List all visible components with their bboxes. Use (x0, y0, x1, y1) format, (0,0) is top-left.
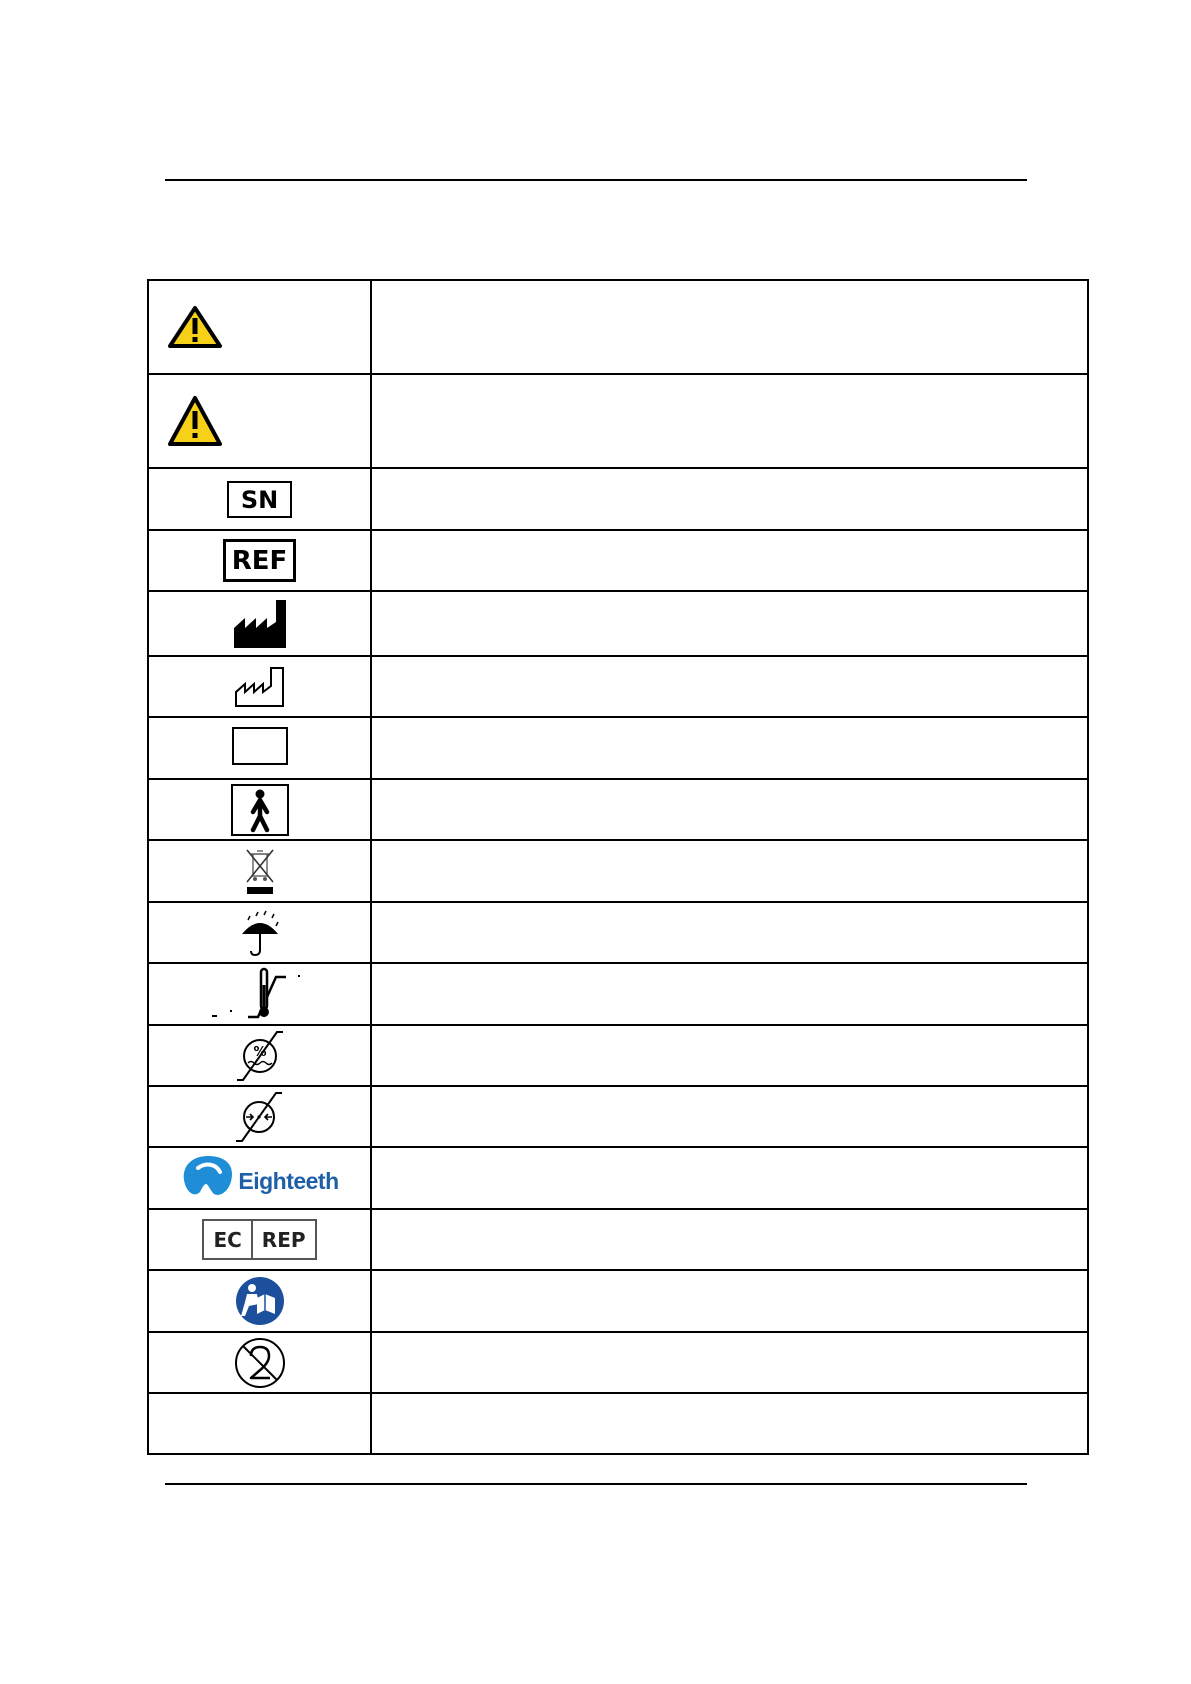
description-cell (371, 591, 1088, 656)
date-of-manufacture-icon (234, 666, 286, 708)
symbol-cell (148, 374, 371, 468)
warning-triangle-icon (167, 395, 223, 447)
serial-number-icon: SN (227, 481, 292, 518)
description-cell (371, 374, 1088, 468)
description-cell (371, 902, 1088, 963)
symbol-cell (148, 779, 371, 840)
svg-text:%: % (252, 1044, 267, 1060)
temperature-limit-icon (210, 965, 310, 1023)
table-row (148, 1209, 1088, 1270)
eighteeth-logo (180, 1154, 338, 1198)
warning-triangle-icon (167, 305, 223, 349)
manufacturer-icon (232, 598, 288, 650)
description-cell (371, 1147, 1088, 1209)
ec-rep-icon (202, 1219, 316, 1260)
table-row (148, 591, 1088, 656)
symbol-cell (148, 656, 371, 717)
humidity-limit-icon (235, 1029, 285, 1083)
rep-label: REP (251, 1221, 315, 1258)
table-row (148, 280, 1088, 374)
atmospheric-pressure-limit-icon (234, 1090, 286, 1144)
logo-text: Eighteeth (238, 1168, 339, 1194)
symbol-cell (148, 1209, 371, 1270)
table-row (148, 530, 1088, 591)
symbol-cell (148, 280, 371, 374)
description-cell (371, 530, 1088, 591)
catalogue-number-icon: REF (223, 539, 297, 582)
description-cell (371, 963, 1088, 1025)
table-row (148, 1393, 1088, 1454)
description-cell (371, 717, 1088, 779)
blank-box-icon (232, 727, 288, 765)
symbol-cell (148, 468, 371, 530)
table-row (148, 1270, 1088, 1332)
table-row (148, 374, 1088, 468)
table-row (148, 1147, 1088, 1209)
symbol-cell (148, 902, 371, 963)
table-row (148, 963, 1088, 1025)
symbol-cell (148, 1270, 371, 1332)
description-cell (371, 468, 1088, 530)
ec-label: EC (213, 1228, 242, 1252)
table-row (148, 1086, 1088, 1147)
symbol-cell (148, 1147, 371, 1209)
tooth-logo-icon (180, 1154, 236, 1198)
keep-dry-icon (238, 908, 282, 958)
table-row (148, 468, 1088, 530)
description-cell (371, 840, 1088, 902)
symbol-cell (148, 591, 371, 656)
description-cell (371, 280, 1088, 374)
symbol-cell (148, 963, 371, 1025)
table-row (148, 656, 1088, 717)
symbol-cell (148, 1393, 371, 1454)
description-cell (371, 656, 1088, 717)
symbol-cell (148, 717, 371, 779)
consult-instructions-icon (235, 1276, 285, 1326)
do-not-reuse-icon (234, 1337, 286, 1389)
table-row (148, 717, 1088, 779)
table-row (148, 1332, 1088, 1393)
header-rule (165, 179, 1027, 181)
footer-rule (165, 1483, 1027, 1485)
description-cell (371, 1332, 1088, 1393)
symbol-cell (148, 840, 371, 902)
symbol-cell (148, 1332, 371, 1393)
description-cell (371, 1209, 1088, 1270)
description-cell (371, 1270, 1088, 1332)
symbol-cell (148, 530, 371, 591)
description-cell (371, 1393, 1088, 1454)
description-cell (371, 779, 1088, 840)
symbol-cell (148, 1086, 371, 1147)
table-row (148, 840, 1088, 902)
table-row (148, 902, 1088, 963)
type-b-applied-part-icon (231, 784, 289, 836)
weee-disposal-icon (243, 846, 277, 896)
description-cell (371, 1086, 1088, 1147)
table-row (148, 779, 1088, 840)
symbol-cell (148, 1025, 371, 1086)
description-cell (371, 1025, 1088, 1086)
symbols-table (147, 279, 1089, 1455)
table-row (148, 1025, 1088, 1086)
